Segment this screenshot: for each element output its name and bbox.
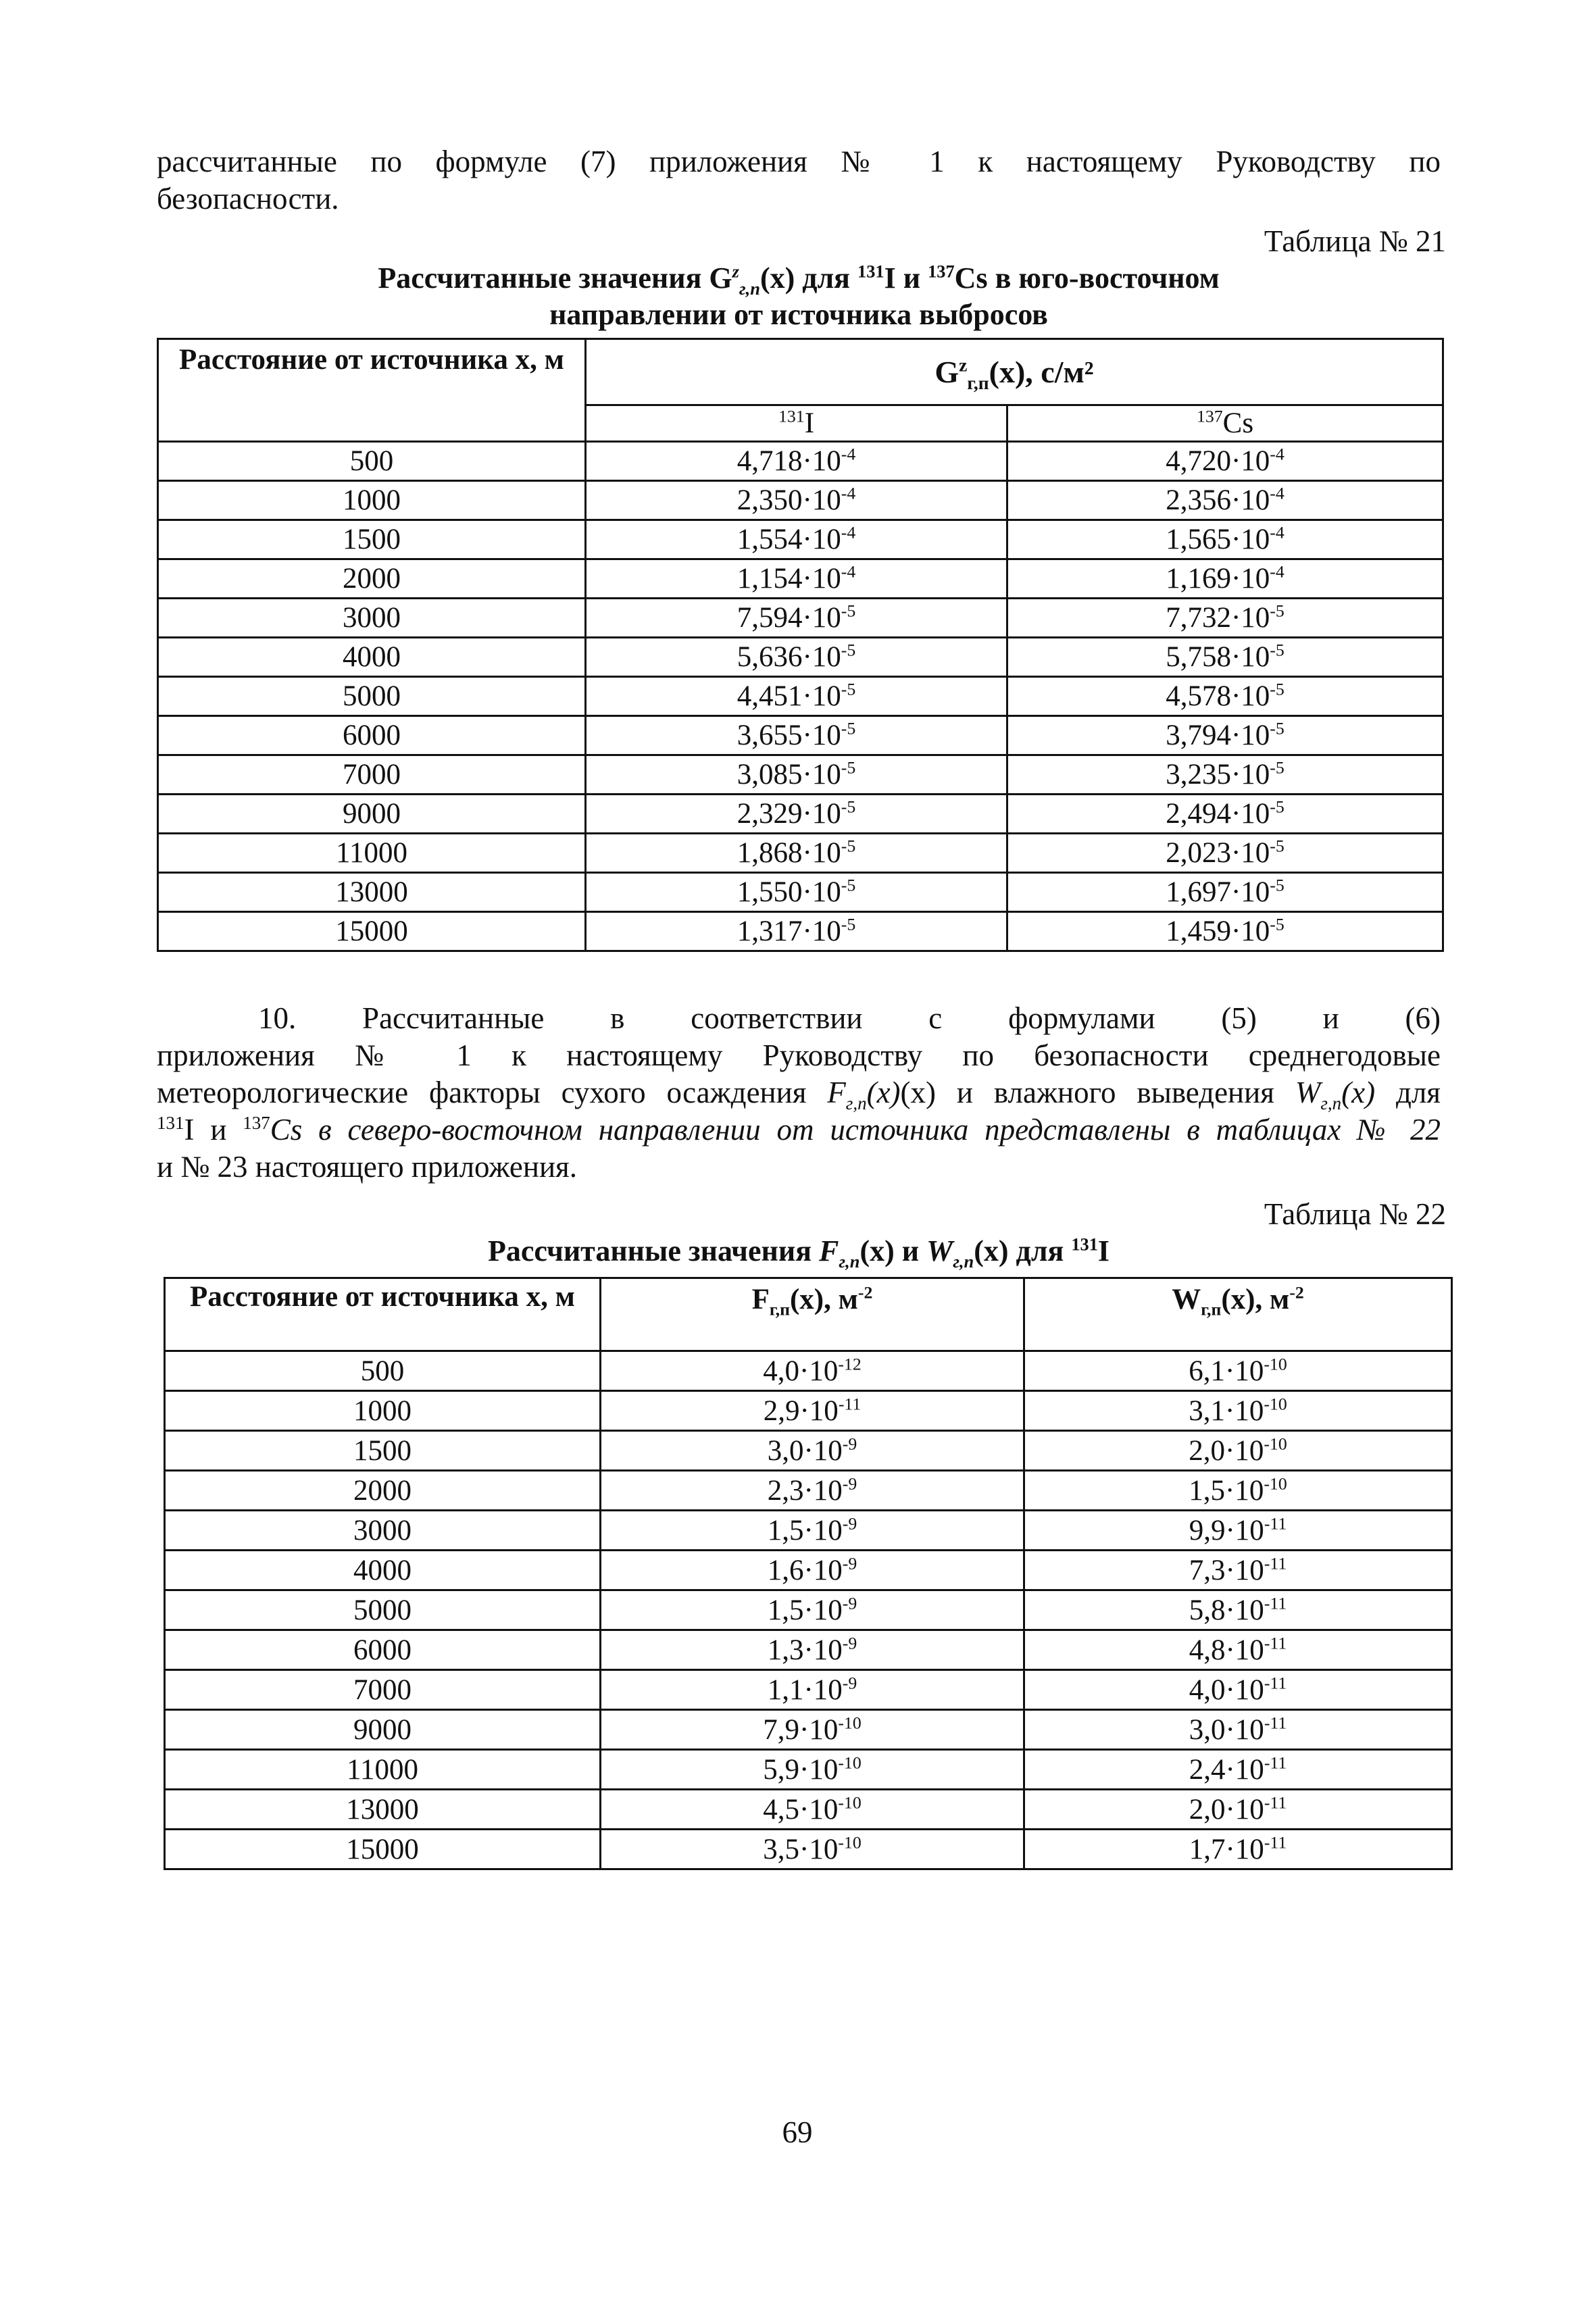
- value-cell-a: $7,9\cdot 10^{-10}$: [601, 1710, 1024, 1750]
- distance-cell: 2000: [165, 1471, 601, 1511]
- distance-cell: 1000: [158, 481, 586, 520]
- table-row: [158, 755, 1443, 795]
- distance-cell: 11000: [165, 1750, 601, 1790]
- distance-cell: 13000: [165, 1790, 601, 1830]
- value-cell-b: $1,565\cdot 10^{-4}$: [1007, 520, 1443, 559]
- table-row: [165, 1830, 1452, 1869]
- value-cell-b: $1,7\cdot 10^{-11}$: [1024, 1830, 1452, 1869]
- value-cell-a: $2,329\cdot 10^{-5}$: [586, 795, 1007, 834]
- table-row: [158, 481, 1443, 520]
- table21-label: Таблица № 21: [1264, 224, 1446, 258]
- table22-title: Рассчитанные значения $F_{г,п}(x)$ и $W_{г,п}(x)$ для $^{131}$I: [487, 1234, 1110, 1272]
- table22-col-f-header: $F_{г,п}(x)$, $м^{-2}$: [601, 1278, 1024, 1351]
- distance-cell: 9000: [158, 795, 586, 834]
- value-cell-a: $5,9\cdot 10^{-10}$: [601, 1750, 1024, 1790]
- table-row: [165, 1750, 1452, 1790]
- page-number: 69: [782, 2115, 813, 2149]
- value-cell-b: $7,3\cdot 10^{-11}$: [1024, 1551, 1452, 1590]
- table-row: [158, 599, 1443, 638]
- para10-line-3: метеорологические факторы сухого осаждения $F_{г,п}(x)(x)$ и влажного выведения $W_{г,п}(x)$ для: [157, 1076, 1441, 1113]
- value-cell-a: $1,317\cdot 10^{-5}$: [586, 912, 1007, 951]
- distance-cell: 5000: [158, 677, 586, 716]
- table-row: [165, 1790, 1452, 1830]
- value-cell-b: $4,578\cdot 10^{-5}$: [1007, 677, 1443, 716]
- value-cell-b: $1,169\cdot 10^{-4}$: [1007, 559, 1443, 599]
- distance-cell: 500: [165, 1351, 601, 1391]
- table-row: [165, 1351, 1452, 1391]
- table21-title-line-1: Рассчитанные значения $G^z_{г,п}(x)$ для $^{131}$I и $^{137}$Cs в юго-восточном: [378, 261, 1220, 299]
- table-22: [164, 1277, 1453, 1870]
- distance-cell: 11000: [158, 834, 586, 873]
- value-cell-a: $3,0\cdot 10^{-9}$: [601, 1431, 1024, 1471]
- distance-cell: 2000: [158, 559, 586, 599]
- value-cell-b: $7,732\cdot 10^{-5}$: [1007, 599, 1443, 638]
- value-cell-b: $6,1\cdot 10^{-10}$: [1024, 1351, 1452, 1391]
- intro-line-2: безопасности.: [157, 182, 339, 216]
- value-cell-b: $3,0\cdot 10^{-11}$: [1024, 1710, 1452, 1750]
- value-cell-a: $1,868\cdot 10^{-5}$: [586, 834, 1007, 873]
- table-row: [165, 1511, 1452, 1551]
- distance-cell: 7000: [158, 755, 586, 795]
- table-row: [165, 1710, 1452, 1750]
- value-cell-b: $1,5\cdot 10^{-10}$: [1024, 1471, 1452, 1511]
- value-cell-a: $4,0\cdot 10^{-12}$: [601, 1351, 1024, 1391]
- value-cell-a: $3,655\cdot 10^{-5}$: [586, 716, 1007, 755]
- table-row: [165, 1431, 1452, 1471]
- value-cell-a: $2,3\cdot 10^{-9}$: [601, 1471, 1024, 1511]
- distance-cell: 15000: [158, 912, 586, 951]
- value-cell-b: $2,4\cdot 10^{-11}$: [1024, 1750, 1452, 1790]
- table-row: [158, 834, 1443, 873]
- table-row: [158, 442, 1443, 481]
- distance-cell: 6000: [158, 716, 586, 755]
- table21-title: [157, 260, 1441, 333]
- value-cell-a: $1,5\cdot 10^{-9}$: [601, 1590, 1024, 1630]
- table-21: [157, 338, 1444, 952]
- value-cell-a: $1,5\cdot 10^{-9}$: [601, 1511, 1024, 1551]
- table-row: [165, 1551, 1452, 1590]
- table-row: [158, 912, 1443, 951]
- value-cell-a: $4,451\cdot 10^{-5}$: [586, 677, 1007, 716]
- value-cell-a: $4,5\cdot 10^{-10}$: [601, 1790, 1024, 1830]
- table21-group-header: $G^z_{г,п}(x)$, с/м²: [586, 339, 1443, 405]
- value-cell-a: $5,636\cdot 10^{-5}$: [586, 638, 1007, 677]
- value-cell-b: $4,0\cdot 10^{-11}$: [1024, 1670, 1452, 1710]
- table22-label: Таблица № 22: [1264, 1197, 1446, 1231]
- distance-cell: 1000: [165, 1391, 601, 1431]
- distance-cell: 4000: [158, 638, 586, 677]
- value-cell-a: $1,550\cdot 10^{-5}$: [586, 873, 1007, 912]
- table21-col-cesium-header: $^{137}$Cs: [1007, 405, 1443, 442]
- table-row: [158, 520, 1443, 559]
- table21-col-iodine-header: $^{131}$I: [586, 405, 1007, 442]
- distance-cell: 13000: [158, 873, 586, 912]
- value-cell-a: $1,6\cdot 10^{-9}$: [601, 1551, 1024, 1590]
- distance-cell: 3000: [158, 599, 586, 638]
- distance-cell: 5000: [165, 1590, 601, 1630]
- value-cell-b: $5,758\cdot 10^{-5}$: [1007, 638, 1443, 677]
- value-cell-b: $4,8\cdot 10^{-11}$: [1024, 1630, 1452, 1670]
- table-row: [165, 1590, 1452, 1630]
- value-cell-b: $9,9\cdot 10^{-11}$: [1024, 1511, 1452, 1551]
- distance-cell: 4000: [165, 1551, 601, 1590]
- value-cell-b: $2,023\cdot 10^{-5}$: [1007, 834, 1443, 873]
- table21-title-line-2: направлении от источника выбросов: [549, 298, 1048, 331]
- table-row: [165, 1630, 1452, 1670]
- para10-line-4: $^{131}$I и $^{137}$Cs в северо-восточном направлении от источника представлены в таблицах № 22: [157, 1113, 1441, 1147]
- table-row: [158, 795, 1443, 834]
- value-cell-a: $2,9\cdot 10^{-11}$: [601, 1391, 1024, 1431]
- value-cell-a: $7,594\cdot 10^{-5}$: [586, 599, 1007, 638]
- value-cell-a: $1,554\cdot 10^{-4}$: [586, 520, 1007, 559]
- table-row: [158, 873, 1443, 912]
- value-cell-b: $1,459\cdot 10^{-5}$: [1007, 912, 1443, 951]
- value-cell-a: $2,350\cdot 10^{-4}$: [586, 481, 1007, 520]
- table21-col-distance-header: Расстояние от источника x, м: [158, 339, 586, 442]
- distance-cell: 9000: [165, 1710, 601, 1750]
- table-row: [158, 638, 1443, 677]
- value-cell-a: $3,085\cdot 10^{-5}$: [586, 755, 1007, 795]
- value-cell-b: $2,0\cdot 10^{-11}$: [1024, 1790, 1452, 1830]
- value-cell-a: $3,5\cdot 10^{-10}$: [601, 1830, 1024, 1869]
- table-row: [158, 716, 1443, 755]
- distance-cell: 15000: [165, 1830, 601, 1869]
- table-row: [165, 1670, 1452, 1710]
- intro-line-1: рассчитанные по формуле (7) приложения № 1 к настоящему Руководству по: [157, 145, 1441, 178]
- value-cell-b: $2,494\cdot 10^{-5}$: [1007, 795, 1443, 834]
- table-row: [158, 559, 1443, 599]
- value-cell-b: $4,720\cdot 10^{-4}$: [1007, 442, 1443, 481]
- para10-line-1: 10. Рассчитанные в соответствии с формулами (5) и (6): [258, 1001, 1441, 1035]
- value-cell-b: $3,1\cdot 10^{-10}$: [1024, 1391, 1452, 1431]
- value-cell-a: $4,718\cdot 10^{-4}$: [586, 442, 1007, 481]
- paragraph-10: [157, 1000, 1441, 1186]
- value-cell-a: $1,1\cdot 10^{-9}$: [601, 1670, 1024, 1710]
- value-cell-a: $1,154\cdot 10^{-4}$: [586, 559, 1007, 599]
- value-cell-b: $3,794\cdot 10^{-5}$: [1007, 716, 1443, 755]
- value-cell-a: $1,3\cdot 10^{-9}$: [601, 1630, 1024, 1670]
- distance-cell: 500: [158, 442, 586, 481]
- distance-cell: 1500: [158, 520, 586, 559]
- value-cell-b: $2,356\cdot 10^{-4}$: [1007, 481, 1443, 520]
- para10-line-5: и № 23 настоящего приложения.: [157, 1150, 578, 1184]
- table-row: [165, 1471, 1452, 1511]
- intro-paragraph: [157, 143, 1441, 218]
- distance-cell: 6000: [165, 1630, 601, 1670]
- table22-col-w-header: $W_{г,п}(x)$, $м^{-2}$: [1024, 1278, 1452, 1351]
- value-cell-b: $3,235\cdot 10^{-5}$: [1007, 755, 1443, 795]
- value-cell-b: $1,697\cdot 10^{-5}$: [1007, 873, 1443, 912]
- distance-cell: 3000: [165, 1511, 601, 1551]
- distance-cell: 7000: [165, 1670, 601, 1710]
- para10-line-2: приложения № 1 к настоящему Руководству по безопасности среднегодовые: [157, 1038, 1441, 1072]
- table-row: [165, 1391, 1452, 1431]
- value-cell-b: $5,8\cdot 10^{-11}$: [1024, 1590, 1452, 1630]
- table-row: [158, 677, 1443, 716]
- table22-col-distance-header: Расстояние от источника x, м: [165, 1278, 601, 1351]
- value-cell-b: $2,0\cdot 10^{-10}$: [1024, 1431, 1452, 1471]
- distance-cell: 1500: [165, 1431, 601, 1471]
